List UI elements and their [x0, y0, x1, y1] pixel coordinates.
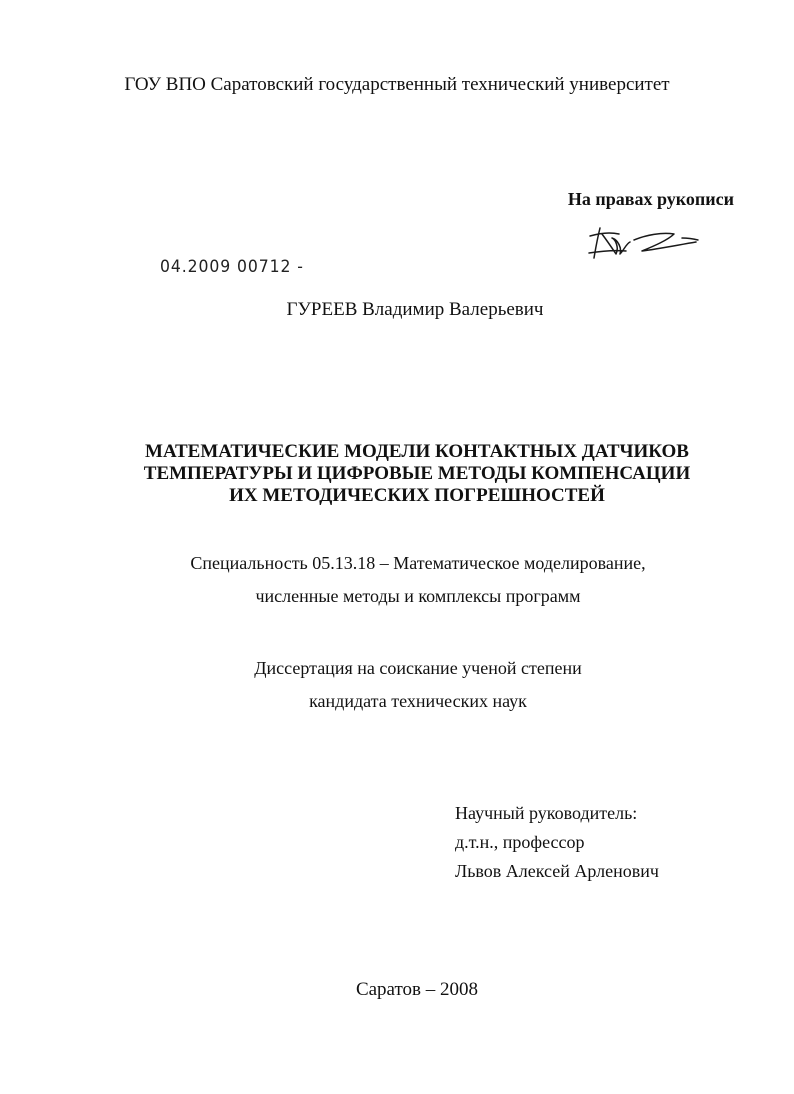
author-name: ГУРЕЕВ Владимир Валерьевич — [286, 299, 544, 320]
city-year: Саратов – 2008 — [355, 979, 479, 1000]
degree-line: кандидата технических наук — [309, 691, 527, 711]
dissertation-title — [0, 441, 794, 507]
specialty-block — [0, 547, 794, 613]
title-line: ТЕМПЕРАТУРЫ И ЦИФРОВЫЕ МЕТОДЫ КОМПЕНСАЦИИ — [143, 463, 691, 484]
specialty-line: Специальность 05.13.18 – Математическое моделирование, — [190, 553, 646, 573]
supervisor-block — [455, 799, 659, 886]
degree-line: Диссертация на соискание ученой степени — [254, 658, 582, 678]
manuscript-rights-label: На правах рукописи — [567, 189, 734, 209]
specialty-line: численные методы и комплексы программ — [255, 586, 581, 606]
supervisor-degree: д.т.н., профессор — [455, 832, 585, 852]
title-line: МАТЕМАТИЧЕСКИЕ МОДЕЛИ КОНТАКТНЫХ ДАТЧИКОВ — [145, 441, 689, 462]
registration-number — [160, 257, 304, 277]
registration-dash: - — [291, 257, 304, 277]
supervisor-label: Научный руководитель: — [455, 803, 638, 823]
supervisor-name: Львов Алексей Арленович — [455, 861, 659, 881]
degree-block — [0, 652, 794, 718]
institution-name: ГОУ ВПО Саратовский государственный технический университет — [124, 74, 670, 95]
title-line: ИХ МЕТОДИЧЕСКИХ ПОГРЕШНОСТЕЙ — [229, 485, 605, 506]
registration-number-value: 04.2009 00712 — [160, 257, 292, 277]
handwritten-signature — [586, 214, 702, 264]
